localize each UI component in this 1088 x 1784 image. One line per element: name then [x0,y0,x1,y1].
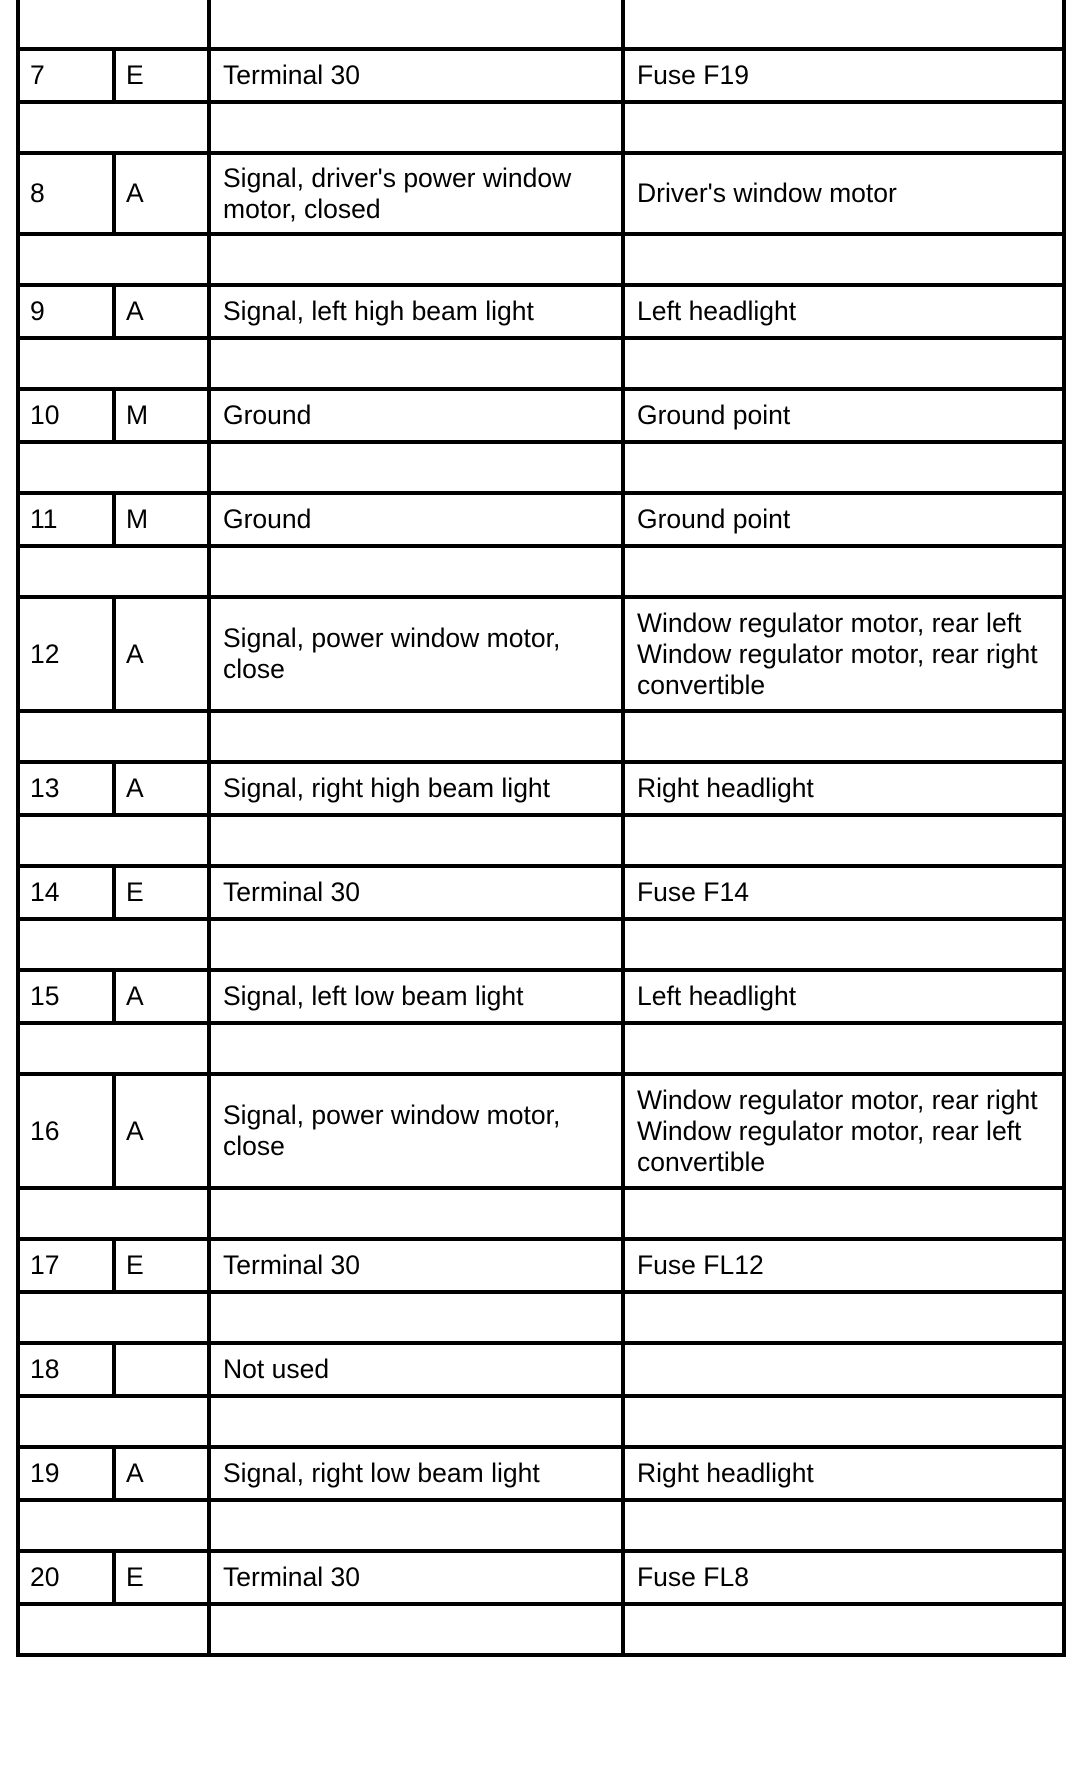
spacer-row [18,919,1064,970]
description-cell: Signal, left low beam light [209,970,623,1023]
spacer-cell [623,0,1064,49]
spacer-row [18,711,1064,762]
table-row [18,762,1064,815]
spacer-row [18,1396,1064,1447]
table-body [18,0,1064,1655]
connection-cell [623,1343,1064,1396]
pin-cell: 19 [18,1447,114,1500]
table-row [18,1447,1064,1500]
spacer-cell [18,442,209,493]
pin-assignment-table [16,0,1066,1657]
spacer-cell [18,919,209,970]
spacer-cell [209,1292,623,1343]
spacer-cell [623,815,1064,866]
table-row [18,49,1064,102]
connection-cell: Driver's window motor [623,153,1064,234]
table-row [18,866,1064,919]
table-row [18,597,1064,711]
type-cell: M [114,493,209,546]
type-cell: A [114,970,209,1023]
spacer-row [18,1188,1064,1239]
description-cell: Signal, driver's power window motor, closed [209,153,623,234]
pin-cell: 15 [18,970,114,1023]
spacer-cell [18,815,209,866]
pin-cell: 12 [18,597,114,711]
spacer-row [18,815,1064,866]
spacer-cell [623,1292,1064,1343]
description-cell: Signal, power window motor, close [209,597,623,711]
spacer-cell [18,0,209,49]
spacer-cell [623,919,1064,970]
description-cell: Ground [209,389,623,442]
table-row [18,153,1064,234]
spacer-cell [18,1023,209,1074]
description-cell: Terminal 30 [209,1551,623,1604]
pin-cell: 16 [18,1074,114,1188]
connection-cell: Fuse F19 [623,49,1064,102]
spacer-cell [209,338,623,389]
description-cell: Signal, left high beam light [209,285,623,338]
spacer-row [18,1500,1064,1551]
pin-cell: 13 [18,762,114,815]
connection-cell: Fuse FL8 [623,1551,1064,1604]
connection-cell: Window regulator motor, rear left Window regulator motor, rear right convertible [623,597,1064,711]
connection-cell: Ground point [623,493,1064,546]
pin-cell: 18 [18,1343,114,1396]
spacer-cell [623,338,1064,389]
connection-cell: Ground point [623,389,1064,442]
spacer-cell [18,1396,209,1447]
spacer-cell [623,102,1064,153]
spacer-row [18,102,1064,153]
pin-cell: 14 [18,866,114,919]
connection-cell: Window regulator motor, rear right Window regulator motor, rear left convertible [623,1074,1064,1188]
spacer-cell [209,1023,623,1074]
table-row [18,493,1064,546]
spacer-cell [209,0,623,49]
type-cell: A [114,285,209,338]
table-row [18,1551,1064,1604]
connection-cell: Right headlight [623,762,1064,815]
description-cell: Terminal 30 [209,1239,623,1292]
spacer-cell [209,1604,623,1655]
type-cell: A [114,762,209,815]
spacer-cell [18,711,209,762]
spacer-row [18,442,1064,493]
table-row [18,1074,1064,1188]
spacer-cell [209,102,623,153]
type-cell: A [114,153,209,234]
pin-cell: 7 [18,49,114,102]
spacer-row [18,1292,1064,1343]
table-row [18,285,1064,338]
connection-cell: Fuse FL12 [623,1239,1064,1292]
table-row [18,1343,1064,1396]
type-cell: E [114,1551,209,1604]
spacer-cell [209,711,623,762]
type-cell: E [114,1239,209,1292]
pin-cell: 20 [18,1551,114,1604]
description-cell: Terminal 30 [209,49,623,102]
spacer-cell [209,234,623,285]
spacer-row [18,234,1064,285]
spacer-cell [209,815,623,866]
spacer-cell [18,1188,209,1239]
pin-cell: 9 [18,285,114,338]
description-cell: Terminal 30 [209,866,623,919]
type-cell [114,1343,209,1396]
spacer-cell [209,1396,623,1447]
spacer-cell [209,546,623,597]
spacer-cell [623,1396,1064,1447]
type-cell: A [114,1447,209,1500]
spacer-cell [209,919,623,970]
spacer-cell [623,1500,1064,1551]
type-cell: E [114,866,209,919]
spacer-cell [18,234,209,285]
pin-cell: 17 [18,1239,114,1292]
table-row [18,389,1064,442]
pin-cell: 8 [18,153,114,234]
spacer-row [18,1023,1064,1074]
spacer-cell [18,546,209,597]
spacer-cell [623,711,1064,762]
description-cell: Signal, power window motor, close [209,1074,623,1188]
table-row [18,1239,1064,1292]
spacer-cell [18,1292,209,1343]
spacer-cell [623,234,1064,285]
spacer-cell [623,1604,1064,1655]
type-cell: M [114,389,209,442]
spacer-cell [18,1604,209,1655]
connection-cell: Right headlight [623,1447,1064,1500]
description-cell: Signal, right high beam light [209,762,623,815]
pin-cell: 10 [18,389,114,442]
spacer-row [18,546,1064,597]
table-row [18,970,1064,1023]
type-cell: E [114,49,209,102]
pin-cell: 11 [18,493,114,546]
description-cell: Not used [209,1343,623,1396]
spacer-row [18,1604,1064,1655]
connection-cell: Left headlight [623,970,1064,1023]
spacer-cell [209,442,623,493]
spacer-row [18,0,1064,49]
spacer-cell [209,1500,623,1551]
spacer-cell [18,102,209,153]
spacer-cell [209,1188,623,1239]
spacer-row [18,338,1064,389]
spacer-cell [623,442,1064,493]
spacer-cell [623,1023,1064,1074]
spacer-cell [623,1188,1064,1239]
type-cell: A [114,597,209,711]
description-cell: Signal, right low beam light [209,1447,623,1500]
connection-cell: Left headlight [623,285,1064,338]
spacer-cell [623,546,1064,597]
type-cell: A [114,1074,209,1188]
description-cell: Ground [209,493,623,546]
spacer-cell [18,338,209,389]
connection-cell: Fuse F14 [623,866,1064,919]
spacer-cell [18,1500,209,1551]
